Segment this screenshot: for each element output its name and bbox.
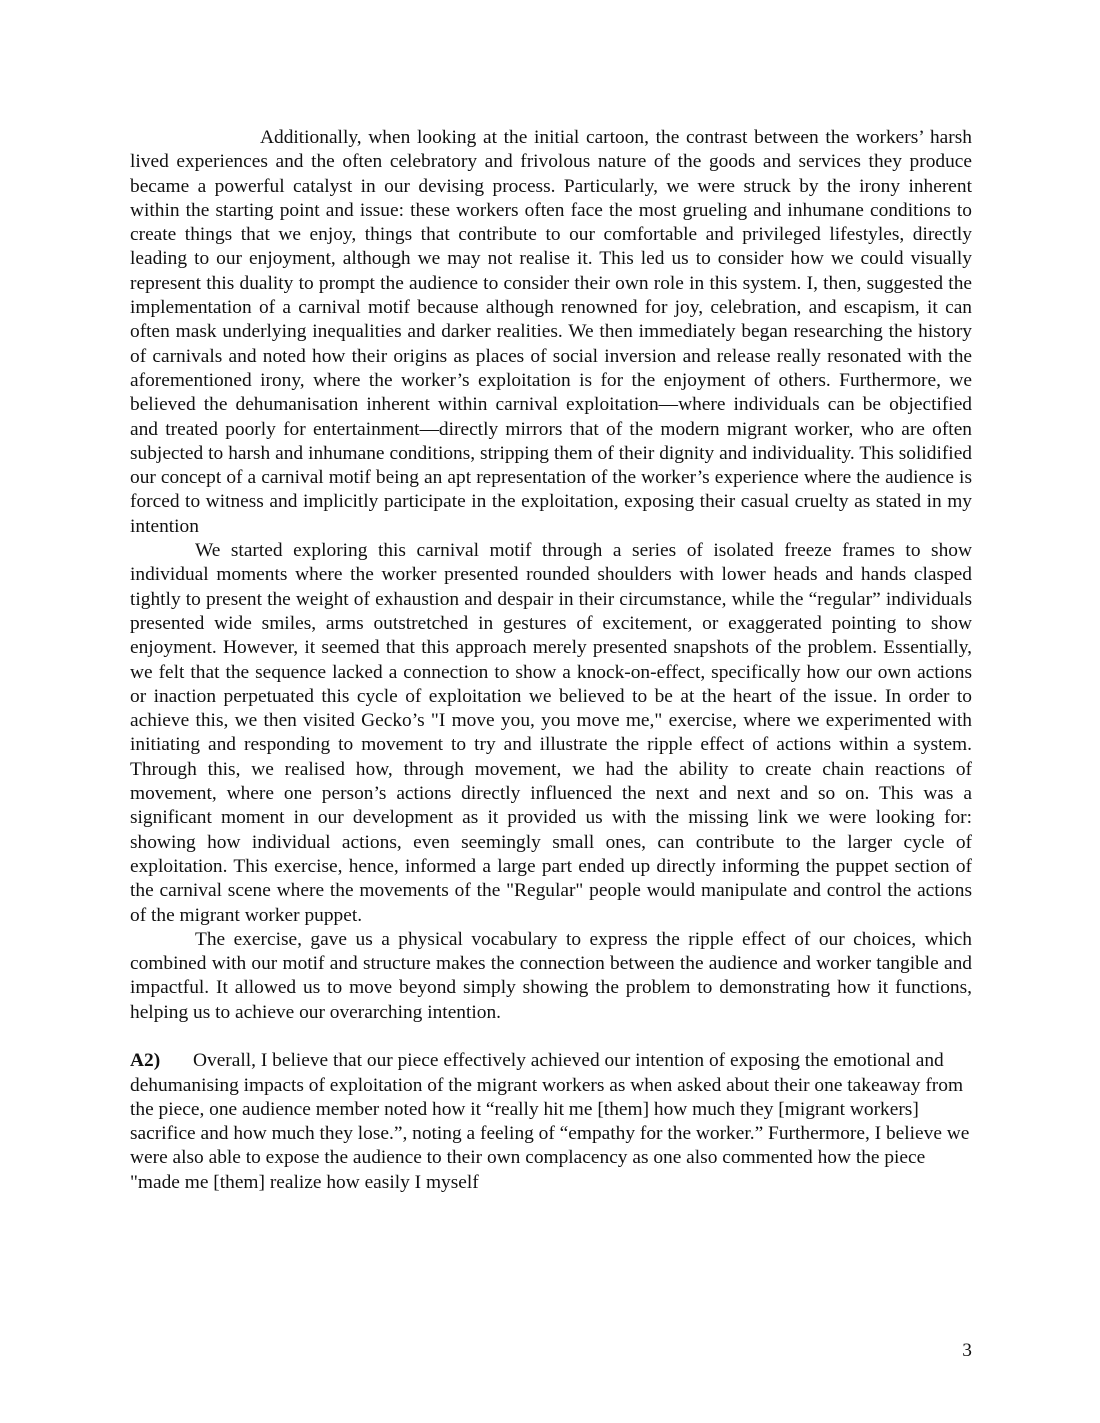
section-a2-label: A2) [130, 1050, 161, 1072]
document-body [130, 126, 972, 1195]
section-a2-text: Overall, I believe that our piece effectively achieved our intention of exposing the emotional and dehumanising impacts of exploitation of the migrant workers as when asked about their one takeaway from the piece, one audience member noted how it “really hit me [them] how much they [migrant workers] sacrifice and how much they lose.”, noting a feeling of “empathy for the worker.” Furthermore, I believe we were also able to expose the audience to their own complacency as one also commented how the piece "made me [them] realize how easily I myself [130, 1050, 970, 1193]
section-a2 [130, 1049, 972, 1195]
paragraph-carnival-motif: Additionally, when looking at the initial cartoon, the contrast between the workers’ harsh lived experiences and the often celebratory and frivolous nature of the goods and services they produce became a powerful catalyst in our devising process. Particularly, we were struck by the irony inherent within the starting point and issue: these workers often face the most grueling and inhumane conditions to create things that we enjoy, things that contribute to our comfortable and privileged lifestyles, directly leading to our enjoyment, although we may not realise it. This led us to consider how we could visually represent this duality to prompt the audience to consider their own role in this system. I, then, suggested the implementation of a carnival motif because although renowned for joy, celebration, and escapism, it can often mask underlying inequalities and darker realities. We then immediately began researching the history of carnivals and noted how their origins as places of social inversion and release really resonated with the aforementioned irony, where the worker’s exploitation is for the enjoyment of others. Furthermore, we believed the dehumanisation inherent within carnival exploitation—where individuals can be objectified and treated poorly for entertainment—directly mirrors that of the modern migrant worker, who are often subjected to harsh and inhumane conditions, stripping them of their dignity and individuality. This solidified our concept of a carnival motif being an apt representation of the worker’s experience where the audience is forced to witness and implicitly participate in the exploitation, exposing their casual cruelty as stated in my intention [130, 127, 972, 537]
paragraph-freeze-frames: We started exploring this carnival motif through a series of isolated freeze frames to show individual moments where the worker presented rounded shoulders with lower heads and hands clasped tightly to present the weight of exhaustion and despair in their circumstance, while the “regular” individuals presented wide smiles, arms outstretched in gestures of excitement, or exaggerated pointing to show enjoyment. However, it seemed that this approach merely presented snapshots of the problem. Essentially, we felt that the sequence lacked a connection to show a knock-on-effect, specifically how our own actions or inaction perpetuated this cycle of exploitation we believed to be at the heart of the issue. In order to achieve this, we then visited Gecko’s "I move you, you move me," exercise, where we experimented with initiating and responding to movement to try and illustrate the ripple effect of actions within a system. Through this, we realised how, through movement, we had the ability to create chain reactions of movement, where one person’s actions directly influenced the next and next and so on. This was a significant moment in our development as it provided us with the missing link we were looking for: showing how individual actions, even seemingly small ones, can contribute to the larger cycle of exploitation. This exercise, hence, informed a large part ended up directly informing the puppet section of the carnival scene where the movements of the "Regular" people would manipulate and control the actions of the migrant worker puppet. [130, 540, 972, 926]
paragraph-physical-vocabulary: The exercise, gave us a physical vocabulary to express the ripple effect of our choices, which combined with our motif and structure makes the connection between the audience and worker tangible and impactful. It allowed us to move beyond simply showing the problem to demonstrating how it functions, helping us to achieve our overarching intention. [130, 928, 972, 1023]
paragraph-a2 [130, 1049, 972, 1195]
page-number: 3 [962, 1340, 972, 1361]
